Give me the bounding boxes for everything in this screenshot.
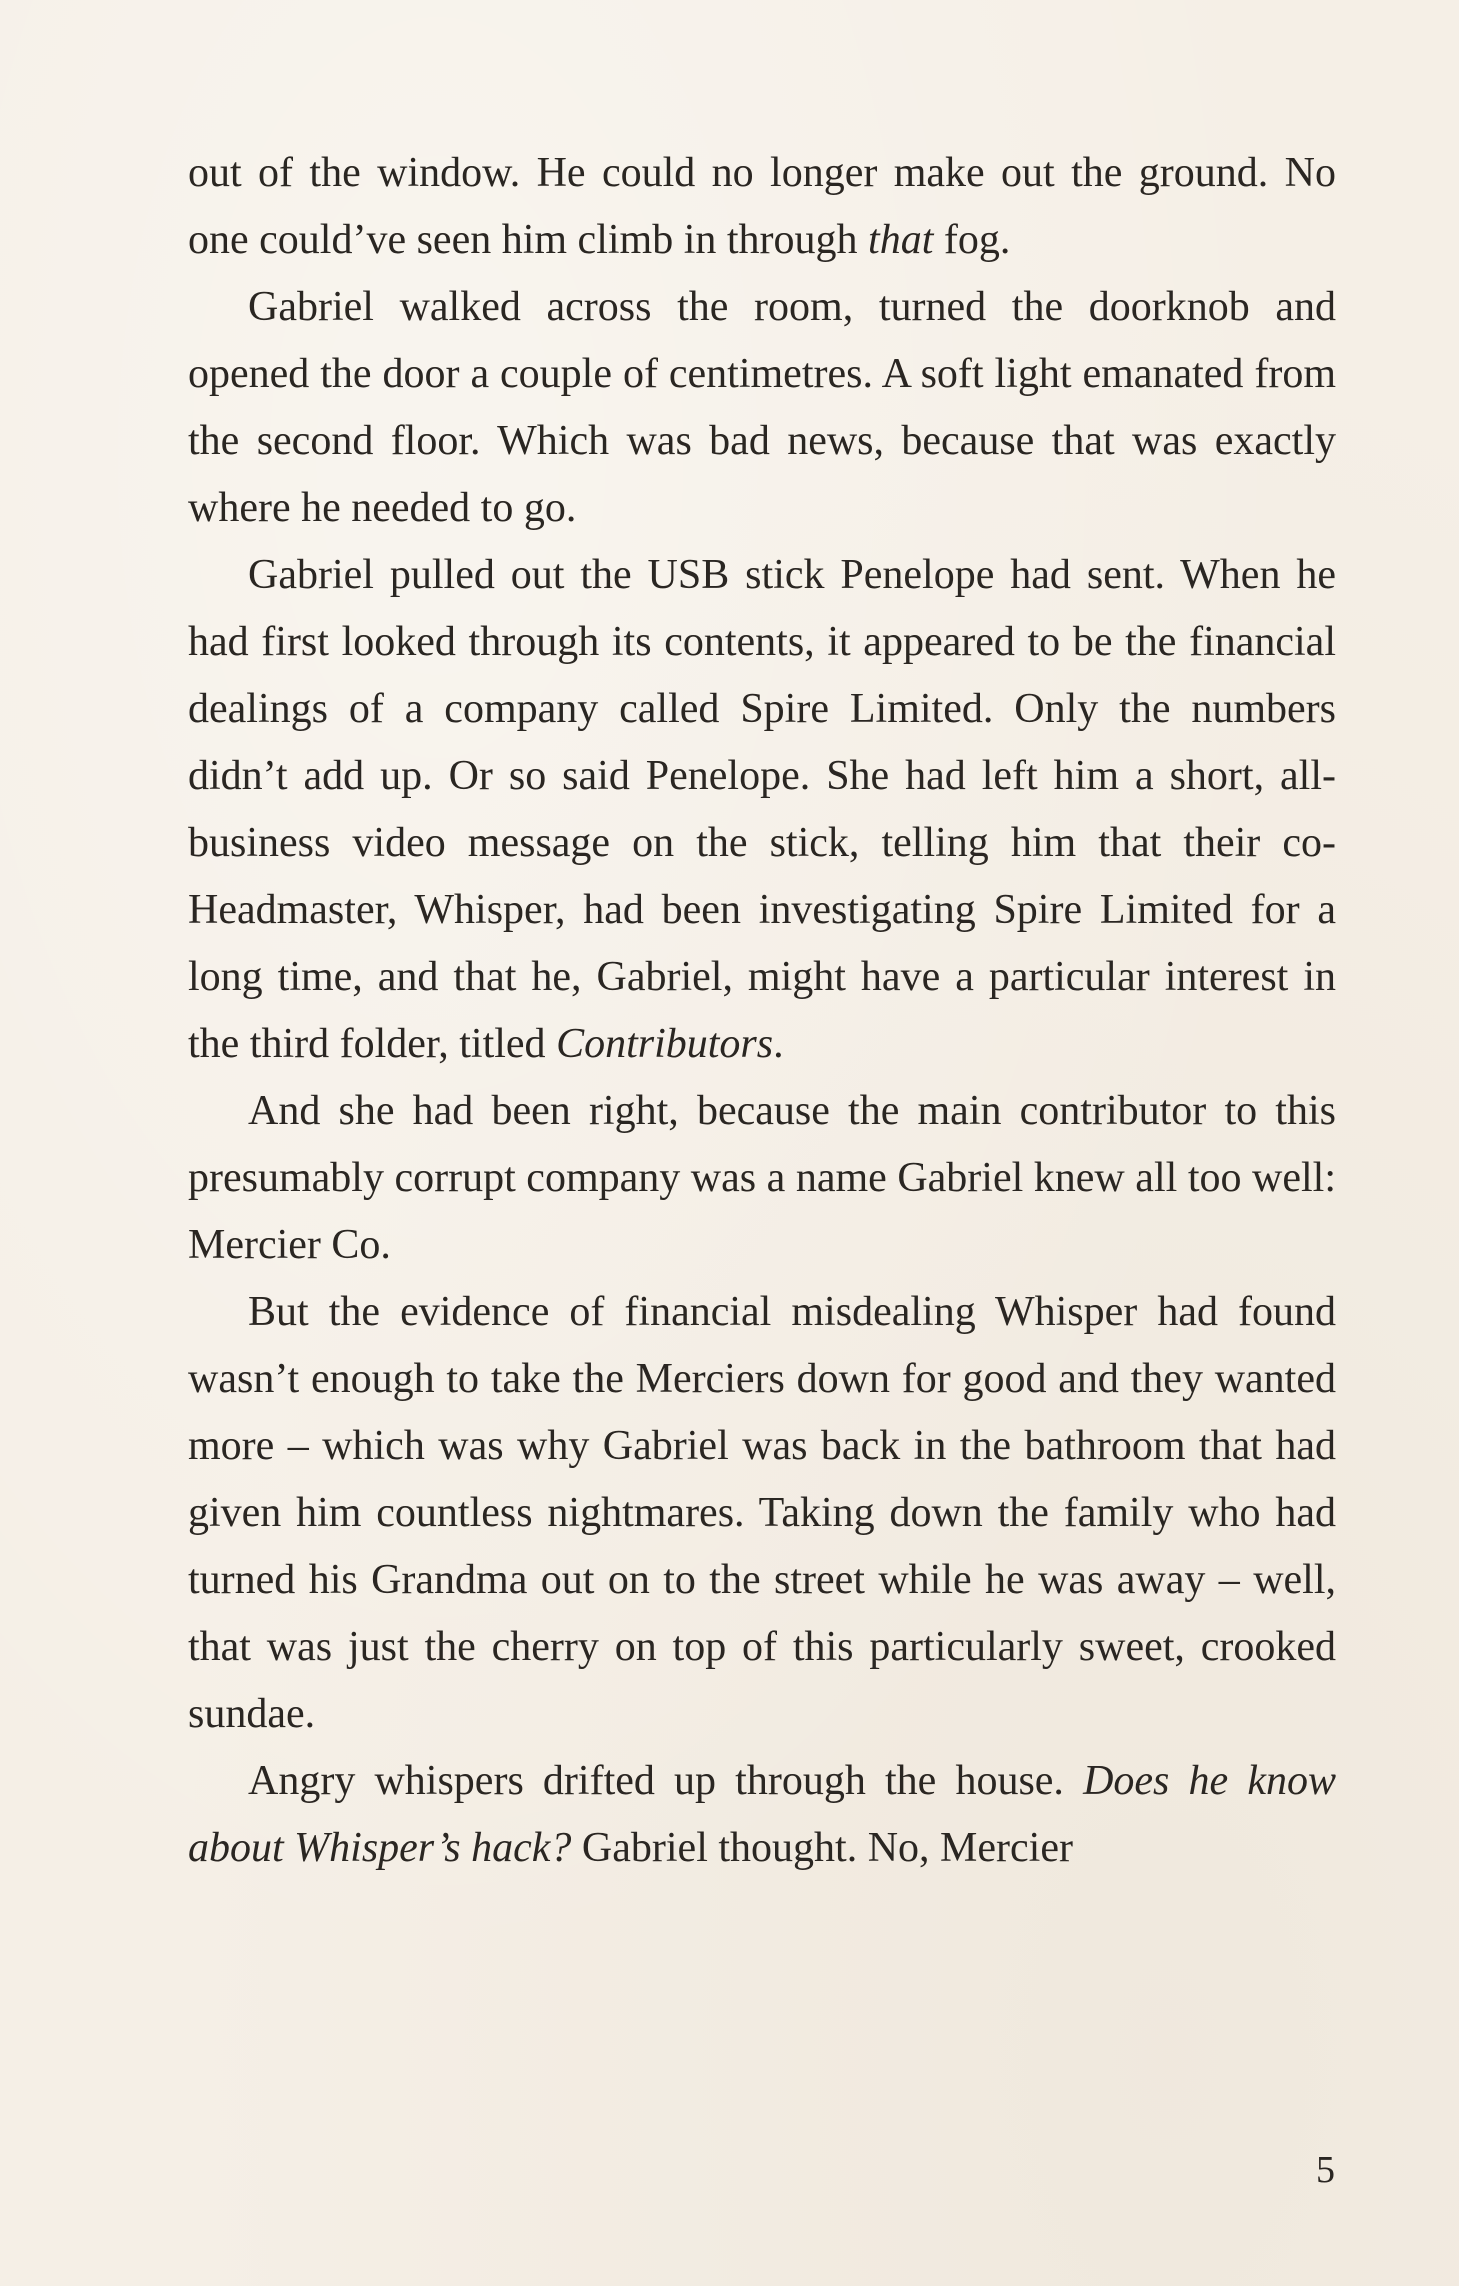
paragraph-3 (188, 542, 1336, 1078)
text-segment: . (773, 1021, 784, 1067)
text-segment: Gabriel walked across the room, turned the doorknob and opened the door a couple of centimetres. A soft light emanated from the second floor. Which was bad news, because that was exactly where he needed to go. (188, 284, 1336, 531)
italic-text-segment: that (868, 217, 934, 263)
text-segment: But the evidence of financial misdealing Whisper had found wasn’t enough to take the Merciers down for good and they wanted more – which was why Gabriel was back in the bathroom that had given him countless nightmares. Taking down the family who had turned his Grandma out on to the street while he was away – well, that was just the cherry on top of this particularly sweet, crooked sundae. (188, 1289, 1336, 1737)
text-segment: Gabriel thought. No, Mercier (571, 1825, 1073, 1871)
paragraph-2 (188, 274, 1336, 542)
body-text (188, 140, 1336, 1882)
paragraph-6 (188, 1748, 1336, 1882)
italic-text-segment: Does he know about Whisper’s hack? (188, 1758, 1336, 1871)
text-segment: Angry whispers drifted up through the house. (248, 1758, 1084, 1804)
text-segment: And she had been right, because the main contributor to this presumably corrupt company was a name Gabriel knew all too well: Mercier Co. (188, 1088, 1336, 1268)
text-segment: fog. (933, 217, 1011, 263)
page-number: 5 (1316, 2149, 1335, 2191)
paragraph-4 (188, 1078, 1336, 1279)
text-segment: Gabriel pulled out the USB stick Penelope had sent. When he had first looked through its contents, it appeared to be the financial dealings of a company called Spire Limited. Only the numbers didn’t add up. Or so said Penelope. She had left him a short, all-business video message on the stick, telling him that their co-Headmaster, Whisper, had been investigating Spire Limited for a long time, and that he, Gabriel, might have a particular interest in the third folder, titled (188, 552, 1336, 1067)
text-segment: out of the window. He could no longer make out the ground. No one could’ve seen him climb in through (188, 150, 1336, 263)
paragraph-5 (188, 1279, 1336, 1748)
paragraph-1 (188, 140, 1336, 274)
italic-text-segment: Contributors (556, 1021, 774, 1067)
